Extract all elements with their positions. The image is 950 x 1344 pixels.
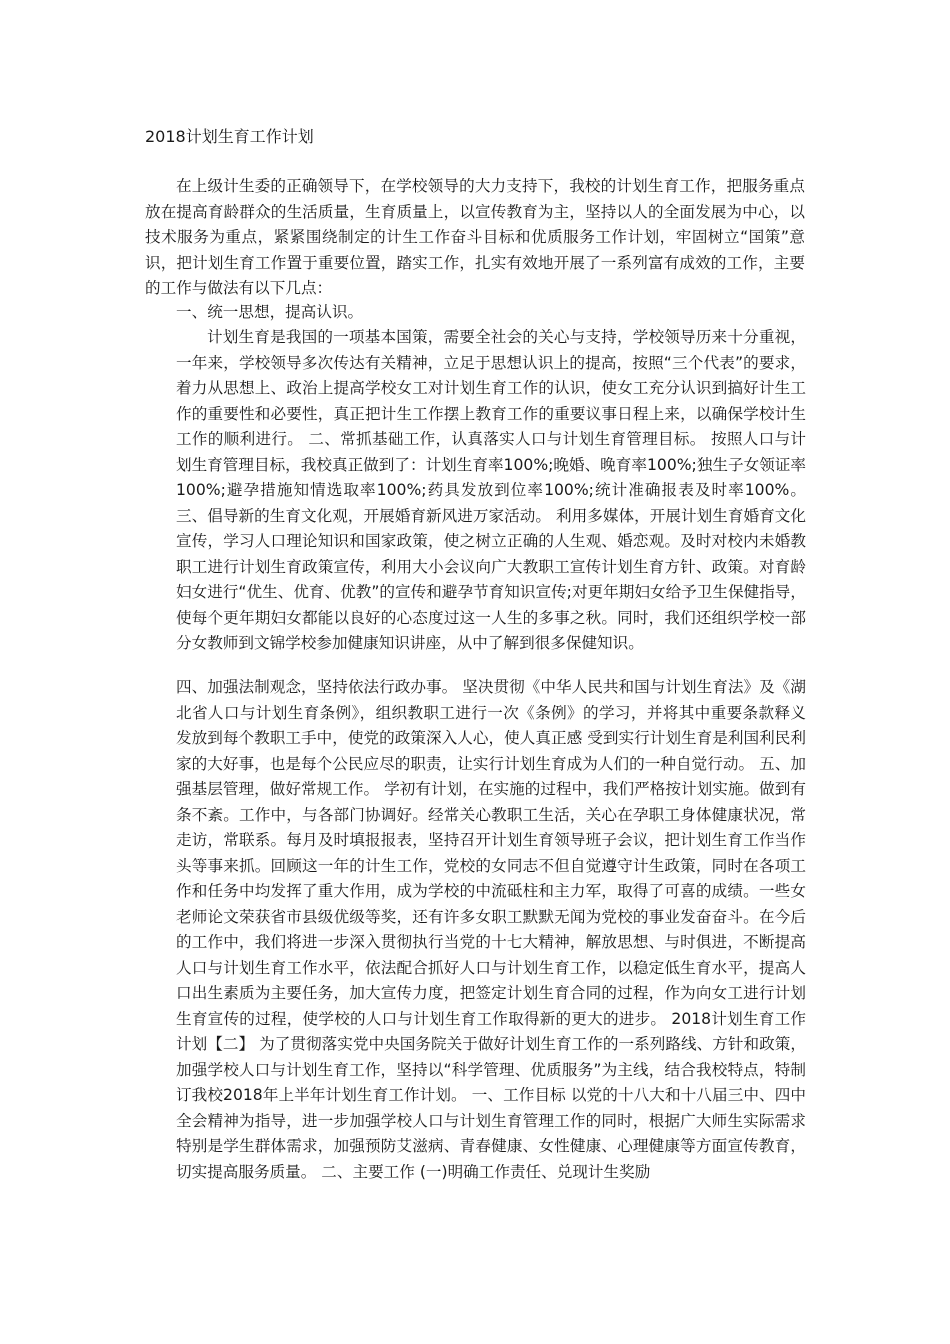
body-paragraph: 计划生育是我国的一项基本国策，需要全社会的关心与支持，学校领导历来十分重视，一年来，学校领导多次传达有关精神，立足于思想认识上的提高，按照“三个代表”的要求，着力从思想上、政治上提高学校女工对计划生育工作的认识，使女工充分认识到搞好计生工作的重要性和必要性，真正把计生工作摆上教育工作的重要议事日程上来，以确保学校计生工作的顺利进行。 二、常抓基础工作，认真落实人口与计划生育管理目标。 按照人口与计划生育管理目标，我校真正做到了：计划生育率100%;晚婚、晚育率100%;独生子女领证率100%;避孕措施知情选取率100%;药具发放到位率100%;统计准确报表及时率100%。 三、倡导新的生育文化观，开展婚育新风进万家活动。 利用多媒体，开展计划生育婚育文化宣传，学习人口理论知识和国家政策，使之树立正确的人生观、婚恋观。及时对校内未婚教职工进行计划生育政策宣传，利用大小会议向广大教职工宣传计划生育方针、政策。对育龄妇女进行“优生、优育、优教”的宣传和避孕节育知识宣传;对更年期妇女给予卫生保健指导，使每个更年期妇女都能以良好的心态度过这一人生的多事之秋。同时，我们还组织学校一部分女教师到文锦学校参加健康知识讲座，从中了解到很多保健知识。: [176, 328, 806, 652]
document-title: 2018计划生育工作计划: [145, 127, 314, 146]
intro-paragraph: 在上级计生委的正确领导下，在学校领导的大力支持下，我校的计划生育工作，把服务重点放在提高育龄群众的生活质量，生育质量上，以宣传教育为主，坚持以人的全面发展为中心，以技术服务为重点，紧紧围绕制定的计生工作奋斗目标和优质服务工作计划，牢固树立“国策”意识，把计划生育工作置于重要位置，踏实工作，扎实有效地开展了一系列富有成效的工作，主要的工作与做法有以下几点：: [145, 177, 805, 297]
body-paragraph-continued: 四、加强法制观念，坚持依法行政办事。 坚决贯彻《中华人民共和国与计划生育法》及《湖北省人口与计划生育条例》，组织教职工进行一次《条例》的学习，并将其中重要条款释义发放到每个教职工手中，使党的政策深入人心，使人真正感 受到实行计划生育是利国利民利家的大好事，也是每个公民应尽的职责，让实行计划生育成为人们的一种自觉行动。 五、加强基层管理，做好常规工作。 学初有计划，在实施的过程中，我们严格按计划实施。做到有条不紊。工作中，与各部门协调好。经常关心教职工生活，关心在孕职工身体健康状况，常走访，常联系。每月及时填报报表，坚持召开计划生育领导班子会议，把计划生育工作当作头等事来抓。回顾这一年的计生工作，党校的女同志不但自觉遵守计生政策，同时在各项工作和任务中均发挥了重大作用，成为学校的中流砥柱和主力军，取得了可喜的成绩。一些女老师论文荣获省市县级优级等奖，还有许多女职工默默无闻为党校的事业发奋奋斗。在今后的工作中，我们将进一步深入贯彻执行当党的十七大精神，解放思想、与时俱进，不断提高人口与计划生育工作水平，依法配合抓好人口与计划生育工作，以稳定低生育水平，提高人口出生素质为主要任务，加大宣传力度，把签定计划生育合同的过程，作为向女工进行计划生育宣传的过程，使学校的人口与计划生育工作取得新的更大的进步。 2018计划生育工作计划【二】 为了贯彻落实党中央国务院关于做好计划生育工作的一系列路线、方针和政策，加强学校人口与计划生育工作，坚持以“科学管理、优质服务”为主线，结合我校特点，特制订我校2018年上半年计划生育工作计划。 一、工作目标 以党的十八大和十八届三中、四中全会精神为指导，进一步加强学校人口与计划生育管理工作的同时，根据广大师生实际需求特别是学生群体需求，加强预防艾滋病、青春健康、女性健康、心理健康等方面宣传教育，切实提高服务质量。 二、主要工作 (一)明确工作责任、兑现计生奖励: [176, 678, 806, 1181]
section-heading: 一、统一思想，提高认识。: [176, 303, 364, 321]
